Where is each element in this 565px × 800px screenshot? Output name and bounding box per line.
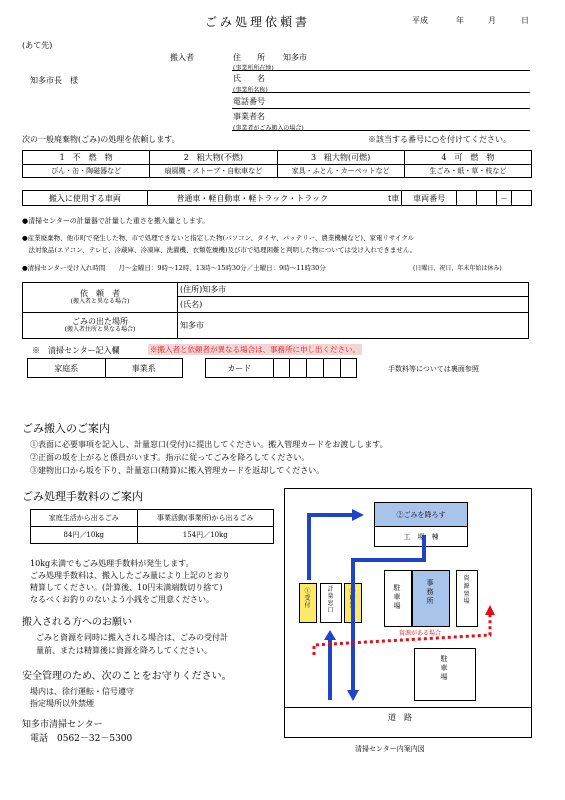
client-label: 依 頼 者 — [80, 288, 120, 298]
office-warning-text: ※搬入者と依頼者が異なる場合は、事務所に申し出ください。 — [150, 345, 360, 354]
origin-sublabel: (搬入者住所と異なる場合) — [64, 325, 136, 333]
day-label: 日 — [521, 16, 529, 25]
waste-type-2-items: 扇風機・ストーブ・自転車など — [150, 165, 277, 178]
vehicle-plate-label: 車両番号 — [402, 191, 457, 206]
category-business[interactable]: 事業系 — [105, 359, 183, 378]
fee-p3: 精算してください。(計算後、10円未満端数切り捨て) — [30, 583, 223, 592]
fee-p2: ごみ処理手数料は、搬入したごみ量により上記のとおり — [30, 571, 230, 580]
exit-arrow-path — [353, 535, 424, 690]
entry-arrow-head — [352, 509, 364, 521]
parking-1-label: 駐車場 — [393, 584, 401, 611]
fee-p1: 10kg未満でもごみ処理手数料が発生します。 — [30, 559, 194, 568]
note-prohibited-2: 法対象品(エアコン、テレビ、冷蔵庫、冷凍庫、洗濯機、衣類乾燥機)及び市で処理困難と判明した物については受け入れできません。 — [22, 246, 417, 254]
resource-route-path — [314, 615, 490, 655]
fee-col-business: 事業活動(事業所)から出るごみ — [137, 510, 273, 527]
resource-route-label: 資源がある場合 — [399, 630, 442, 637]
road-label: 道 路 — [388, 713, 412, 722]
page-title: ごみ処理依頼書 — [205, 15, 311, 29]
guide-step-1: ①表面に必要事項を記入し、計量窓口(受付)に提出してください。搬入管理カードをお渡しします。 — [30, 440, 388, 449]
request-section-p1: ごみと資源を同時に搬入される場合は、ごみの受付計 — [36, 633, 228, 642]
center-name: 知多市清掃センター — [22, 720, 103, 730]
fee-col-household: 家庭生活から出るごみ — [31, 510, 138, 527]
factory-label: 工 場 棟 — [403, 533, 439, 541]
phone-label: 電話番号 — [233, 97, 265, 106]
manager-label: 事業者名 — [233, 112, 265, 121]
reception-arrow-head — [324, 630, 336, 640]
request-text: 次の一般廃棄物(ごみ)の処理を依頼します。 — [22, 135, 180, 144]
weigh-label: 計量窓口 — [327, 586, 334, 614]
origin-value[interactable]: 知多市 — [178, 313, 529, 339]
waste-type-4-items: 生ごみ・紙・草・枝など — [404, 165, 531, 178]
waste-type-2-head[interactable]: 2 粗大物(不燃) — [150, 151, 277, 165]
name-note: (事業所名称) — [233, 87, 268, 94]
guide-title: ごみ搬入のご案内 — [22, 422, 110, 435]
note-weighing: ●清掃センターの計量器で計量した重さを搬入量とします。 — [22, 217, 210, 225]
unload-label: ②ごみを降ろす — [396, 511, 446, 519]
reception-label: ①受付 — [304, 588, 311, 610]
parking-2-label: 駐車場 — [440, 655, 448, 682]
client-address[interactable]: (住所)知多市 — [178, 283, 529, 297]
fee-val-business: 154円／10kg — [137, 527, 273, 544]
safety-p2: 指定場所以外禁煙 — [30, 699, 94, 708]
waste-type-1-head[interactable]: 1 不 燃 物 — [23, 151, 150, 165]
name-label: 氏 名 — [233, 74, 265, 83]
request-section-title: 搬入される方へのお願い — [22, 617, 132, 628]
waste-type-1-items: びん・缶・陶磁器など — [23, 165, 150, 178]
resource-route-head — [485, 605, 495, 615]
settle-label: ③精算 — [349, 588, 356, 610]
fee-p4: なるべくお釣りのないよう小銭をご用意ください。 — [30, 595, 214, 604]
vehicle-ton[interactable]: t車 — [357, 191, 402, 206]
card-label: カード — [206, 359, 274, 378]
year-label: 年 — [456, 16, 464, 25]
note-closed: (日曜日、祝日、年末年始は休み) — [413, 265, 502, 272]
entry-arrow-path — [309, 515, 352, 580]
plate-dash: － — [497, 191, 512, 206]
vehicle-options[interactable]: 普通車・軽自動車・軽トラック・トラック — [147, 191, 357, 206]
origin-label: ごみの出た場所 — [72, 316, 128, 326]
fee-note: 手数料等については裏面参照 — [388, 365, 479, 373]
waste-type-3-items: 家具・ふとん・カーペットなど — [277, 165, 404, 178]
fee-val-household: 84円／10kg — [31, 527, 138, 544]
request-note: ※該当する番号に○を付けてください。 — [368, 135, 511, 144]
waste-type-3-head[interactable]: 3 粗大物(可燃) — [277, 151, 404, 165]
exit-arrow-head — [347, 690, 359, 701]
era-label: 平成 — [412, 16, 428, 25]
month-label: 月 — [488, 16, 496, 25]
client-name[interactable]: (氏名) — [178, 297, 529, 313]
note-hours: ●清掃センター受け入れ時間 月～金曜日：9時～12時、13時～15時30分／土曜日：9時～11時30分 — [22, 264, 326, 272]
address-note: (事業所所在地) — [233, 65, 274, 72]
safety-title: 安全管理のため、次のことをお守りください。 — [22, 671, 232, 682]
office-label: 事務所 — [426, 579, 434, 606]
resource-label: 資源置場 — [463, 575, 470, 606]
category-household[interactable]: 家庭系 — [28, 359, 106, 378]
map-caption: 清掃センター内案内図 — [355, 745, 425, 753]
fees-title: ごみ処理手数料のご案内 — [22, 490, 143, 503]
address-value[interactable]: 知多市 — [283, 53, 307, 62]
client-sublabel: (搬入者と異なる場合) — [70, 297, 130, 305]
addressee-mayor: 知多市長 様 — [30, 76, 78, 85]
guide-step-2: ②正面の坂を上がると係員がいます。指示に従ってごみを降ろしてください。 — [30, 453, 310, 462]
office-use-label: ※ 清掃センター記入欄 — [32, 346, 120, 355]
note-prohibited-1: ●産業廃棄物、他市町で発生した物、市で処理できないと指定した物(パソコン、タイヤ、バッテリー、農業機械など)、家電リサイクル — [22, 234, 415, 242]
center-phone: 電話 0562－32－5300 — [30, 734, 133, 744]
guide-step-3: ③建物出口から坂を下り、計量窓口(精算)に搬入管理カードを返却してください。 — [30, 466, 325, 475]
request-section-p2: 量前、または精算後に資源を降ろしてください。 — [36, 646, 212, 655]
manager-note: (事業者がごみ搬入の場合) — [233, 125, 304, 132]
waste-type-4-head[interactable]: 4 可 燃 物 — [404, 151, 531, 165]
vehicle-label: 搬入に使用する車両 — [23, 191, 148, 206]
addressee-to: (あて先) — [22, 41, 53, 50]
address-label: 住 所 — [233, 53, 265, 62]
safety-p1: 場内は、徐行運転・信号遵守 — [30, 687, 134, 696]
carrier-label: 搬入者 — [170, 53, 194, 62]
